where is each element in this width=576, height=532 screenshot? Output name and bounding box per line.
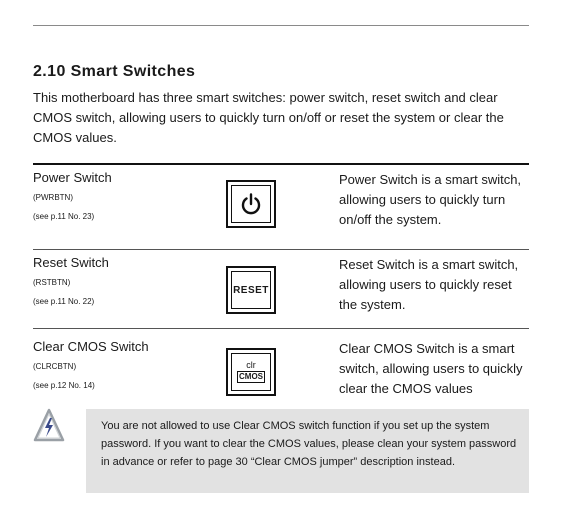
switch-code: (RSTBTN) bbox=[33, 278, 71, 287]
switch-reference: (see p.12 No. 14) bbox=[33, 381, 95, 390]
warning-note-text: You are not allowed to use Clear CMOS switch function if you set up the system password. If you want to clear the CMOS values, please clean your system password in advance or refer to page 30 “Clear CMOS jumper” description instead. bbox=[101, 420, 517, 468]
reset-button-graphic bbox=[226, 266, 276, 314]
switch-reference: (see p.11 No. 23) bbox=[33, 212, 95, 221]
switch-description: Reset Switch is a smart switch, allowing users to quickly reset the system. bbox=[339, 257, 519, 312]
warning-icon bbox=[33, 408, 65, 446]
table-row bbox=[33, 255, 529, 335]
power-icon bbox=[238, 191, 264, 217]
switch-code: (PWRBTN) bbox=[33, 193, 73, 202]
table-top-rule bbox=[33, 163, 529, 165]
switch-name: Clear CMOS Switch bbox=[33, 339, 149, 354]
switch-description: Power Switch is a smart switch, allowing users to quickly turn on/off the system. bbox=[339, 172, 522, 227]
switch-code: (CLRCBTN) bbox=[33, 362, 77, 371]
section-title: 2.10 Smart Switches bbox=[33, 63, 196, 80]
cmos-icon-label: CMOS bbox=[239, 372, 263, 381]
switch-name: Power Switch bbox=[33, 170, 112, 185]
table-row bbox=[33, 339, 529, 419]
switch-description: Clear CMOS Switch is a smart switch, allowing users to quickly clear the CMOS values bbox=[339, 341, 523, 396]
table-row bbox=[33, 170, 529, 250]
row-divider bbox=[33, 249, 529, 250]
switch-name: Reset Switch bbox=[33, 255, 109, 270]
clr-icon-label: clr bbox=[246, 360, 256, 370]
section-intro: This motherboard has three smart switches: power switch, reset switch and clear CMOS switch, allowing users to quickly turn on/off or reset the system or clear the CMOS values. bbox=[33, 90, 504, 145]
reset-icon-label: RESET bbox=[233, 284, 269, 296]
power-button-graphic bbox=[226, 180, 276, 228]
clear-cmos-button-graphic bbox=[226, 348, 276, 396]
warning-note bbox=[86, 409, 529, 493]
row-divider bbox=[33, 328, 529, 329]
switch-reference: (see p.11 No. 22) bbox=[33, 297, 95, 306]
top-divider bbox=[33, 25, 529, 26]
